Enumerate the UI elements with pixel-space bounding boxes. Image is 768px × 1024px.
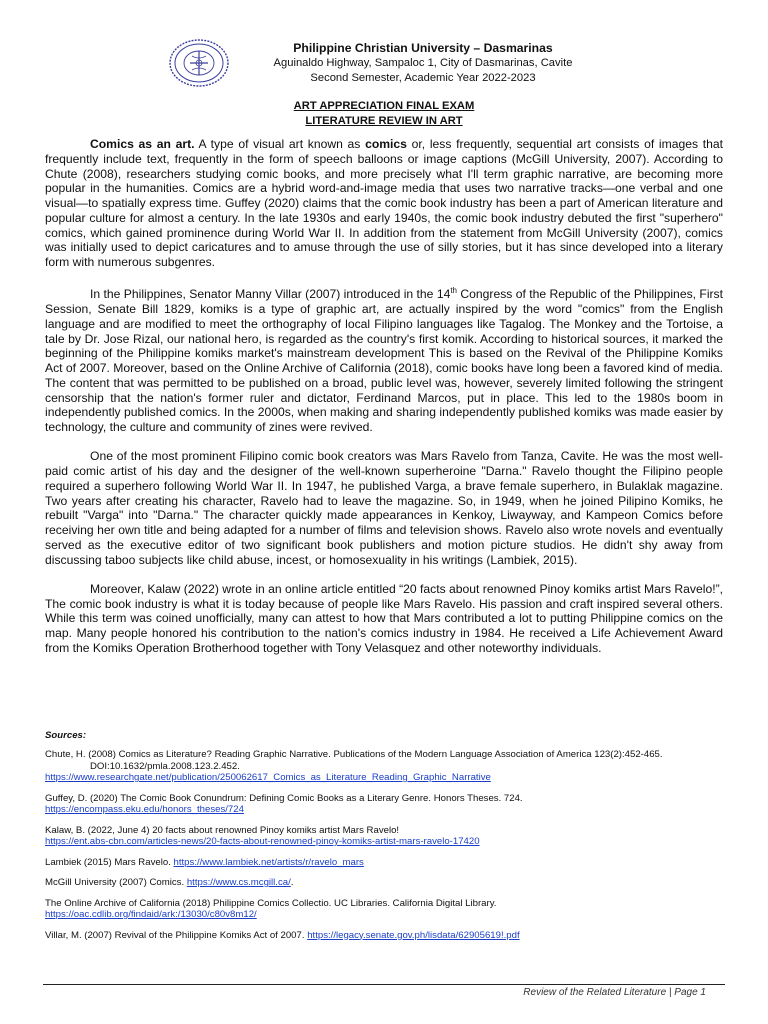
reference-text: Villar, M. (2007) Revival of the Philippine Komiks Act of 2007. — [45, 929, 308, 941]
reference-mcgill — [45, 877, 723, 889]
paragraph-2 — [45, 284, 723, 435]
reference-lambiek — [45, 857, 723, 869]
reference-link[interactable]: https://legacy.senate.gov.ph/lisdata/62905619!.pdf — [307, 929, 520, 941]
reference-link[interactable]: https://www.researchgate.net/publication/250062617_Comics_as_Literature_Reading_Graphic_Narrative — [45, 772, 491, 783]
section-heading: Comics as an art. — [90, 137, 195, 151]
university-name: Philippine Christian University – Dasmarinas — [293, 41, 553, 55]
paragraph-4: Moreover, Kalaw (2022) wrote in an online article entitled “20 facts about renowned Pinoy komiks artist Mars Ravelo!”, The comic book industry is what it is today because of people like Mars Ravelo. His passion and craft inspired several others. While this term was coined unofficially, many can attest to how that Mars contributed a lot to putting Philippine comics on the map. Many people honored his contribution to the nation's comics industry in 1984. He received a Life Achievement Award from the Komiks Operation Brotherhood together with Tony Velasquez and other noteworthy individuals. — [45, 581, 723, 655]
paragraph-2-text-b: Congress of the Republic of the Philippines, First Session, Senate Bill 1829, komiks is a type of graphic art, are actually inspired by the word "comics" from the English language and are modified to meet the orthography of local Filipino languages like Tagalog. The Monkey and the Tortoise, a tale by Dr. Jose Rizal, our national hero, is regarded as the country's first komik. According to historical sources, it marked the beginning of the Philippine komiks market's mainstream development This is based on the Revival of the Philippine Komiks Act of 2007. Moreover, based on the Online Archive of California (2018), comic books have long been a favored kind of media. The content that was permitted to be published on a broad, public level was, however, severely limited following the stringent censorship that the nation's former ruler and dictator, Ferdinand Marcos, put in place. This led to the 1980s boom in independently published comics. In the 2000s, when making and sharing independently published komiks was made easier by technology, the culture and community of zines were revived. — [45, 287, 723, 435]
reference-link[interactable]: https://encompass.eku.edu/honors_theses/724 — [45, 804, 244, 815]
paragraph-1 — [45, 137, 723, 270]
reference-text: Guffey, D. (2020) The Comic Book Conundrum: Defining Comic Books as a Literary Genre. Honors Theses. 724. — [45, 792, 523, 804]
paragraph-3: One of the most prominent Filipino comic book creators was Mars Ravelo from Tanza, Cavite. He was the most well-paid comic artist of his day and the designer of the well-known superheroine "Darna." Ravelo thought the Filipino people required a superhero following World War II. In 1947, he published Varga, a brave female superhero, in Bulaklak magazine. Two years after creating his character, Ravelo had to leave the magazine. So, in 1949, when he joined Pilipino Komiks, he rebuilt "Varga" into "Darna." The character quickly made appearances in Kenkoy, Liwayway, and Kampeon Comics before receiving her own title and being adapted for a number of films and television shows. Ravelo also wrote novels and eventually served as the executive editor of two significant book publishers and motion picture studios. He didn't shy away from discussing taboo subjects like child abuse, incest, or homosexuality in his writings (Lambiek, 2015). — [45, 449, 723, 567]
university-address: Aguinaldo Highway, Sampaloc 1, City of Dasmarinas, Cavite — [273, 57, 573, 69]
university-seal-icon — [168, 38, 230, 88]
reference-link[interactable]: https://www.cs.mcgill.ca/ — [186, 877, 291, 888]
document-body — [45, 137, 723, 670]
footer-divider — [43, 984, 725, 985]
paragraph-1-text-b: or, less frequently, sequential art consists of images that frequently include text, frequently in the form of speech balloons or image captions (McGill University, 2007). According to Chute (2008), researchers studying comic books, and more precisely what I'll term graphic narrative, are becoming more popular in the humanities. Comics are a hybrid word-and-image media that uses two narrative tracks—one verbal and one visual—to spatially express time. Guffey (2020) claims that the comic book industry has been a part of American literature and popular culture for almost a century. In the late 1930s and early 1940s, the comic book industry debuted the first "superhero" comics, which gained prominence during World War II. In addition from the statement from McGill University (2007), comics was initially used to depict caricatures and to amuse through the use of silly stories, but it has since developed into a literary form with numerous subgenres. — [45, 137, 723, 269]
reference-link[interactable]: https://ent.abs-cbn.com/articles-news/20-facts-about-renowned-pinoy-komiks-artist-mars-ravelo-17420 — [45, 836, 480, 847]
reference-chute — [45, 749, 723, 784]
reference-link[interactable]: https://www.lambiek.net/artists/r/ravelo_mars — [173, 856, 364, 868]
sources-heading: Sources: — [45, 730, 87, 741]
reference-tail: . — [290, 877, 294, 888]
paragraph-2-text-a: In the Philippines, Senator Manny Villar (2007) introduced in the 14 — [90, 287, 451, 302]
ordinal-suffix: th — [450, 286, 457, 296]
exam-title: ART APPRECIATION FINAL EXAM — [293, 100, 475, 112]
reference-kalaw — [45, 825, 723, 848]
reference-text: The Online Archive of California (2018) Philippine Comics Collectio. UC Libraries. California Digital Library. — [45, 897, 497, 909]
letterhead — [168, 38, 618, 98]
reference-text: McGill University (2007) Comics. — [45, 877, 187, 888]
semester-line: Second Semester, Academic Year 2022-2023 — [310, 72, 536, 84]
page-footer: Review of the Related Literature | Page 1 — [523, 987, 706, 998]
sources-section — [45, 730, 723, 950]
document-titles — [0, 99, 768, 128]
emphasis-comics: comics — [365, 137, 407, 151]
reference-villar — [45, 930, 723, 942]
review-title: LITERATURE REVIEW IN ART — [305, 114, 463, 127]
reference-text: Kalaw, B. (2022, June 4) 20 facts about renowned Pinoy komiks artist Mars Ravelo! — [45, 824, 400, 836]
reference-text: Lambiek (2015) Mars Ravelo. — [45, 856, 174, 868]
reference-text: Chute, H. (2008) Comics as Literature? Reading Graphic Narrative. Publications of the Modern Language Association of America 123(2):452-465. DOI:10.1632/pmla.2008.123.2.452. — [45, 749, 663, 772]
reference-link[interactable]: https://oac.cdlib.org/findaid/ark:/13030/c80v8m12/ — [45, 909, 257, 920]
reference-guffey — [45, 793, 723, 816]
paragraph-1-text-a: A type of visual art known as — [194, 137, 366, 151]
reference-oac — [45, 898, 723, 921]
letterhead-text — [238, 40, 608, 86]
